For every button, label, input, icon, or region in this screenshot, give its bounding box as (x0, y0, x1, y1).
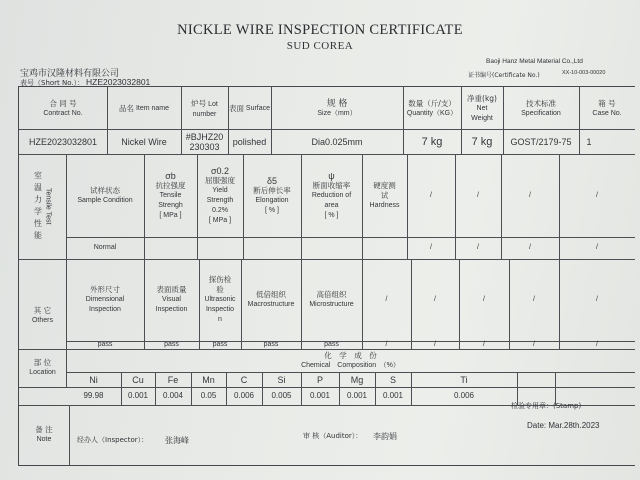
net-weight-header-cn: 净重(kg) (467, 94, 497, 103)
elongation-header (243, 154, 301, 237)
contract-value: HZE2023032801 (28, 136, 98, 147)
tensile-slash: / (430, 244, 432, 251)
element-value-ni: 99.98 (83, 391, 104, 400)
element-value-c: 0.006 (233, 391, 255, 400)
element-value-mg: 0.001 (346, 391, 368, 400)
macrostructure-result: pass (263, 341, 279, 348)
location-en: Location (29, 369, 56, 376)
hardness-cn: 硬度测 (373, 180, 396, 190)
net-weight-header-en: Net (476, 105, 488, 112)
microstructure-cn: 高倍组织 (316, 290, 347, 299)
item-header-cn: 品名 (118, 104, 134, 113)
size-header-en: Size（mm） (317, 110, 357, 117)
net-weight-value: 7 kg (471, 135, 493, 148)
lot-header-en-2: number (192, 110, 217, 118)
auditor-name: 李韵娟 (373, 432, 397, 441)
lot-value (181, 129, 228, 154)
elongation-unit: [ % ] (264, 206, 279, 214)
tensile-slash: / (529, 244, 531, 251)
net-weight-header (461, 89, 503, 129)
inspector-name: 张海峰 (165, 436, 189, 445)
tensile-strength-cn: 抗拉强度 (155, 180, 186, 190)
macrostructure-header (241, 259, 301, 341)
others-slash: / (533, 341, 535, 348)
spec-header (503, 91, 579, 127)
note-en: Note (36, 436, 52, 443)
quantity-value: 7 kg (421, 135, 443, 148)
others-slash: / (596, 341, 598, 348)
others-slash: / (483, 296, 485, 303)
others-side-en: Others (31, 316, 53, 324)
reduction-cn: 断面收缩率 (312, 180, 351, 190)
others-slash: / (434, 341, 436, 348)
reduction-en: Reduction of (311, 191, 352, 199)
document-subtitle: SUD COREA (286, 40, 354, 52)
tensile-symbol: σb (165, 170, 176, 181)
inspection-table (18, 86, 635, 466)
element-symbol-s: S (389, 374, 396, 385)
element-symbol-p: P (316, 374, 323, 385)
elongation-cn: 断后伸长率 (253, 185, 291, 195)
certificate-date: Date: Mar.28th.2023 (527, 421, 600, 430)
element-value-p: 0.001 (309, 391, 331, 400)
size-header (271, 91, 403, 127)
element-symbol-cu: Cu (132, 374, 144, 385)
item-header (107, 91, 181, 127)
dimensional-cn: 外形尺寸 (90, 285, 120, 294)
element-value-fe: 0.004 (162, 391, 184, 400)
hardness-header (362, 154, 407, 237)
tensile-slash: / (477, 244, 479, 251)
macrostructure-en: Macrostructure (247, 301, 295, 308)
tensile-side-en: Tensile Test (44, 188, 52, 225)
net-weight-header-en-2: Weight (471, 115, 493, 122)
lot-header (181, 91, 228, 127)
ultrasonic-en: Ultrasonic (204, 296, 236, 303)
yield-strength-en-2: Strength (206, 196, 234, 204)
others-slash: / (483, 341, 485, 348)
contract-header (19, 91, 107, 127)
tensile-side-cn: 室温力学性能 (33, 170, 43, 243)
element-symbol-ni: Ni (89, 374, 98, 385)
others-side-cn: 其 它 (33, 305, 52, 315)
yield-strength-header (197, 154, 243, 237)
quantity-header-cn: 数量（斤/支） (408, 99, 456, 108)
case-value: 1 (586, 136, 592, 147)
ultrasonic-en-3: n (218, 316, 222, 323)
serial-value: HZE2023032801 (86, 77, 151, 87)
sample-condition-value: Normal (93, 244, 117, 251)
microstructure-result: pass (324, 341, 339, 348)
spec-header-en: Specification (521, 110, 561, 117)
element-symbol-mg: Mg (350, 374, 364, 385)
yield-strength-cn: 屈服强度 (205, 175, 235, 185)
macrostructure-cn: 低倍组织 (256, 290, 286, 299)
serial-label: 表号（Short No.）： (20, 79, 85, 87)
size-header-cn: 规 格 (326, 99, 348, 109)
item-value: Nickel Wire (121, 136, 167, 147)
case-header-en: Case No. (592, 110, 622, 117)
chemical-title-cn: 化 学 成 份 (324, 350, 377, 360)
visual-en-2: Inspection (155, 306, 188, 313)
element-symbol-fe: Fe (167, 374, 179, 385)
chemical-title (66, 349, 635, 372)
yield-strength-en-3: 0.2% (212, 206, 228, 214)
inspector-label: 经办人（Inspector）： (77, 436, 149, 444)
dimensional-en: Dimensional (85, 296, 125, 303)
surface-header (228, 91, 271, 127)
location-cn: 部 位 (33, 358, 52, 367)
others-slash: / (385, 296, 388, 303)
quantity-header-en: Quantity（KG） (406, 110, 458, 117)
ultrasonic-header (199, 259, 241, 341)
note-label (19, 405, 69, 465)
others-slash: / (596, 296, 598, 303)
tensile-unit: [ MPa ] (159, 211, 182, 219)
element-value-ti: 0.006 (453, 391, 475, 400)
surface-header-en: Surface (245, 105, 271, 112)
lot-value-2: 230303 (189, 141, 220, 152)
case-header-cn: 箱 号 (598, 99, 616, 108)
reduction-en-2: area (324, 201, 339, 209)
hardness-en: Hardness (369, 201, 400, 209)
surface-header-cn: 表面 (228, 104, 244, 113)
yield-strength-en: Yield (212, 186, 228, 194)
dimensional-result: pass (97, 341, 113, 348)
element-symbol-mn: Mn (202, 374, 215, 385)
company-name-cn: 宝鸡市汉隆材料有限公司 (20, 69, 120, 79)
elongation-en: Elongation (255, 196, 289, 204)
lot-header-en: Lot (208, 100, 218, 108)
tensile-slash: / (596, 191, 598, 199)
case-header (579, 91, 635, 127)
certificate-no-value: XX-10-003-00020 (562, 70, 606, 76)
auditor-label: 审 核（Auditor）： (303, 432, 363, 440)
sample-condition-header (66, 154, 144, 237)
microstructure-header (301, 259, 362, 341)
tensile-slash: / (477, 191, 479, 199)
element-value-si: 0.005 (271, 391, 292, 400)
spec-value: GOST/2179-75 (510, 136, 572, 147)
spec-header-cn: 技术标准 (526, 99, 556, 108)
note-cn: 备 注 (35, 425, 53, 434)
tensile-slash: / (529, 191, 531, 199)
ultrasonic-result: pass (212, 341, 228, 348)
element-value-cu: 0.001 (127, 391, 149, 400)
contract-header-cn: 合 同 号 (49, 99, 77, 108)
yield-unit: [ MPa ] (208, 216, 232, 224)
element-symbol-c: C (240, 374, 248, 385)
quantity-header (403, 91, 461, 127)
ultrasonic-en-2: Inspectio (205, 306, 235, 313)
tensile-side-label (19, 154, 66, 259)
surface-value: polished (232, 136, 267, 147)
reduction-unit: [ % ] (324, 211, 339, 219)
tensile-strength-en-2: Strengh (158, 201, 183, 209)
microstructure-en: Microstructure (309, 301, 354, 308)
tensile-slash: / (430, 191, 432, 199)
lot-header-cn: 炉号 (191, 98, 207, 108)
document-title: NICKLE WIRE INSPECTION CERTIFICATE (177, 22, 463, 38)
others-slash: / (385, 341, 388, 348)
lot-value-1: #BJHZ20 (185, 131, 224, 142)
reduction-symbol: ψ (328, 170, 335, 181)
sample-condition-cn: 试样状态 (90, 185, 120, 195)
tensile-strength-header (144, 154, 197, 237)
yield-symbol: σ0.2 (210, 165, 230, 176)
item-header-en: Item name (135, 105, 170, 112)
element-symbol-ti: Ti (460, 374, 468, 385)
reduction-header (301, 154, 362, 237)
size-value: Dia0.025mm (311, 136, 363, 147)
certificate-no-label: 证书编号(Certificate No.) (468, 72, 540, 79)
dimensional-header (66, 259, 144, 341)
visual-en: Visual (162, 296, 181, 303)
chemical-title-en: Chemical Composition （%） (301, 361, 400, 369)
visual-header (144, 259, 199, 341)
dimensional-en-2: Inspection (89, 306, 121, 313)
location-label (19, 349, 66, 387)
ultrasonic-cn-2: 验 (216, 285, 224, 294)
stamp-label: 检验专用章：(Stamp) (511, 402, 582, 410)
rule (69, 405, 70, 465)
visual-cn: 表面质量 (156, 285, 187, 294)
element-symbol-si: Si (277, 374, 286, 385)
others-slash: / (533, 296, 535, 303)
others-slash: / (434, 296, 436, 303)
hardness-cn-2: 试 (380, 190, 389, 200)
contract-header-en: Contract No. (43, 110, 83, 117)
ultrasonic-cn: 探伤检 (208, 275, 232, 284)
element-value-mn: 0.05 (200, 391, 217, 400)
tensile-slash: / (596, 244, 598, 251)
tensile-strength-en: Tensile (159, 191, 182, 199)
elongation-symbol: δ5 (266, 175, 277, 186)
sample-condition-en: Sample Condition (77, 196, 133, 204)
company-name-en: Baoji Hanz Metal Material Co.,Ltd (486, 58, 583, 65)
element-value-s: 0.001 (382, 391, 404, 400)
visual-result: pass (164, 341, 179, 348)
